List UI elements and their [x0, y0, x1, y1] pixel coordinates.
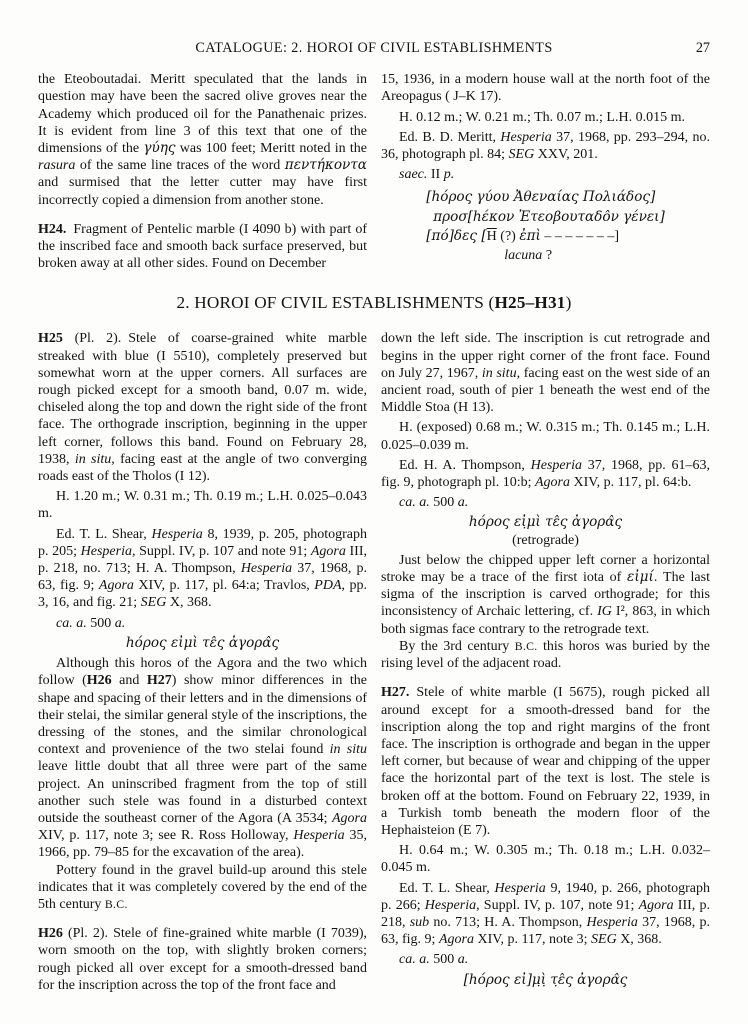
text-segment: 35, 1966, pp. 79–85 for the excavation of the area). — [38, 828, 367, 861]
text-segment: in situ — [74, 451, 112, 467]
left-column-top — [38, 71, 367, 272]
text-segment: Agora — [535, 475, 570, 491]
text-segment: [hόρος γύου Ἀθεναίας Πολιάδος] — [426, 189, 656, 206]
entry-h24-bibliography — [381, 129, 710, 163]
entry-h26-date — [381, 494, 710, 511]
text-segment: 500 — [86, 615, 115, 631]
inscription-lacuna-note — [426, 247, 665, 266]
text-segment: ) show minor differences in the shape and spacing of their letters and in the dimensions of their stelai, the similar general style of the inscriptions, the dressing of the stones, and the similar chronological context and provenience of the two stelai found — [38, 673, 367, 758]
text-segment: Agora — [638, 897, 674, 913]
entry-h24-continuation — [381, 71, 710, 105]
text-segment: ca. a. — [399, 952, 430, 968]
entry-h26-inscription — [381, 514, 710, 531]
entry-h27-bibliography — [381, 880, 710, 949]
text-segment: 2. HOROI OF CIVIL ESTABLISHMENTS ( — [176, 293, 495, 313]
running-header-title: CATALOGUE: 2. HOROI OF CIVIL ESTABLISHMENTS — [195, 40, 553, 56]
text-segment: By the 3rd century — [399, 638, 515, 654]
text-segment: εἰμί — [627, 569, 654, 586]
text-segment: 500 — [429, 952, 458, 968]
entry-h26-commentary-1 — [381, 552, 710, 638]
text-segment: this horos was buried by the rising level of the adjacent road. — [381, 638, 710, 672]
page-number: 27 — [695, 40, 710, 56]
main-section — [38, 330, 710, 994]
text-segment: 8, 1939, p. 205, photograph p. 205; — [38, 526, 368, 559]
text-segment: Hesperia — [500, 129, 552, 145]
entry-h27-inscription — [381, 972, 710, 989]
entry-h24-inscription — [426, 188, 665, 265]
text-segment: a. — [457, 952, 469, 968]
text-segment: . The last sigma of the inscription is carved orthograde; for this inconsistency of Archaic lettering, cf. — [381, 570, 710, 620]
entry-h26-inscription-note — [381, 532, 710, 549]
text-segment: Agora — [332, 810, 367, 826]
text-segment: Hesperia — [240, 561, 293, 577]
text-segment: III, p. 218, — [381, 897, 710, 930]
text-segment: Just below the chipped upper left corner a horizontal stroke may be a trace of the first iota of — [381, 552, 710, 586]
text-segment: [πό]δες [ — [426, 228, 487, 245]
left-column-main — [38, 330, 367, 994]
entry-h26-bibliography — [381, 457, 710, 491]
text-segment: , Suppl. IV, p. 107, note 91; — [476, 897, 639, 913]
text-segment: , facing east at the angle of two converging roads east of the Tholos (I 12). — [38, 451, 367, 485]
text-segment: 9, 1940, p. 266, photograph p. 266; — [381, 880, 711, 913]
text-segment: H26 — [86, 673, 112, 689]
text-segment: Hesperia — [151, 526, 203, 542]
text-segment: προσ[hέκον Ἐτεοβουταδο̂ν γένει] — [433, 208, 665, 225]
text-segment: ca. a. — [399, 495, 430, 511]
entry-h27-date — [381, 951, 710, 968]
text-segment: – – – – – – –] — [540, 229, 620, 245]
text-segment: III, p. 218, no. 713; H. A. Thompson, — [38, 543, 367, 577]
text-segment: 37, 1968, pp. 293–294, no. 36, photograph pl. 84; — [381, 129, 710, 163]
entry-h24-description — [38, 221, 367, 273]
paragraph-eteoboutadai — [38, 71, 367, 209]
text-segment: , facing east on the west side of an ancient road, south of pier 1 beneath the west end of the Middle Stoa (H 13). — [381, 365, 710, 416]
text-segment: a. — [114, 615, 126, 631]
entry-h27-description — [381, 684, 710, 839]
text-segment: X, 368. — [166, 595, 212, 611]
text-segment: ? — [542, 247, 553, 263]
text-segment: in situ — [329, 742, 367, 758]
entry-h25-measurements — [38, 488, 367, 522]
inscription-line-3 — [426, 227, 665, 247]
text-segment: ) — [565, 293, 572, 313]
text-segment: Ed. B. D. Meritt, — [399, 129, 501, 145]
text-segment: ca. a. — [56, 615, 87, 631]
entry-h24-measurements — [381, 109, 710, 126]
text-segment: H27. — [381, 685, 410, 701]
text-segment: rasura — [38, 158, 76, 174]
text-segment: no. 713; H. A. Thompson, — [429, 914, 587, 930]
entry-h25-commentary-1 — [38, 655, 367, 861]
text-segment: (Pl. 2). Stele of coarse-grained white marble streaked with blue (I 5510), completely preserved but somewhat worn at the upper corners. All surfaces are rough picked except for a smooth band, 0.07 m. wide, chiseled along the top and down the right side of the front face. The orthograde inscription, beginning in the upper left corner, follows this band. Found on February 28, 1938, — [38, 331, 367, 467]
text-segment: XIV, p. 117, note 3; — [473, 932, 592, 948]
text-segment: H. 1.20 m.; W. 0.31 m.; Th. 0.19 m.; L.H. 0.025–0.043 m. — [38, 489, 367, 522]
top-section — [38, 71, 710, 272]
text-segment: H25–H31 — [494, 293, 566, 313]
text-segment: Hesperia — [494, 880, 546, 896]
text-segment: down the left side. The inscription is cut retrograde and begins in the upper right corner of the front face. Found on July 27, 1967, — [381, 331, 710, 381]
entry-h26-description — [38, 925, 367, 994]
text-segment: XXV, 201. — [534, 147, 598, 163]
text-segment: 15, 1936, in a modern house wall at the north foot of the Areopagus ( J–K 17). — [381, 72, 710, 105]
text-segment: Ed. T. L. Shear, — [56, 526, 152, 542]
entry-h26-commentary-2 — [381, 638, 710, 672]
text-segment: Hesperia — [586, 914, 638, 930]
text-segment: γύης — [143, 140, 176, 157]
text-segment: 37, 1968, pp. 61–63, fig. 9, photograph pl. 10:b; — [381, 457, 710, 491]
text-segment: SEG — [508, 147, 535, 163]
entry-h26-continuation — [381, 330, 710, 416]
section-heading — [38, 292, 710, 314]
text-segment: Hesperia — [293, 828, 345, 844]
text-segment: hόρος εἰμὶ τε̂ς ἀγορα̂ς — [125, 634, 280, 651]
text-segment: , Suppl. IV, p. 107 and note 91; — [131, 543, 311, 559]
text-segment: Agora — [98, 578, 134, 594]
text-segment: Hesperia — [80, 543, 132, 559]
text-segment: hόρος εἰ̣μὶ τε̂ς ἀγορα̂ς — [468, 514, 623, 531]
text-segment: of the same line traces of the word — [75, 158, 285, 174]
text-segment: II — [427, 167, 444, 183]
text-segment: a. — [457, 495, 469, 511]
entry-h25-commentary-2 — [38, 862, 367, 914]
text-segment: SEG — [140, 595, 167, 611]
text-segment: (?) — [496, 229, 520, 245]
entry-h25-date — [38, 615, 367, 632]
text-segment: [hόρος εἰ]μ̣ὶ̣ τ̣ε̂ς ἀγορα̂ς — [463, 971, 628, 988]
text-segment: , pp. 3, 16, and fig. 21; — [38, 578, 367, 611]
text-segment: H. (exposed) 0.68 m.; W. 0.315 m.; Th. 0.145 m.; L.H. 0.025–0.039 m. — [381, 420, 710, 453]
text-segment: (Pl. 2). Stele of fine-grained white marble (I 7039), worn smooth on the top, with slightly broken corners; rough picked all over except for a smooth-dressed band for the inscription across the top of the front face and — [38, 926, 367, 993]
inscription-line-2 — [426, 208, 665, 228]
text-segment: 500 — [429, 495, 458, 511]
entry-h26-measurements — [381, 419, 710, 453]
text-segment: H24. — [38, 221, 67, 237]
right-column-top — [381, 71, 710, 272]
text-segment: H25 — [38, 331, 63, 347]
text-segment: was 100 feet; Meritt noted in the — [175, 141, 368, 157]
text-segment: $\overline{H}$ — [486, 229, 497, 245]
entry-h25-bibliography — [38, 526, 367, 612]
text-segment: the Eteoboutadai. Meritt speculated that the lands in question may have been the sacred olive groves near the Academy which produced oil for the Panathenaic prizes. It is evident from line 3 of this text that one of the dimensions of the — [38, 72, 367, 157]
text-segment: H. 0.12 m.; W. 0.21 m.; Th. 0.07 m.; L.H. 0.015 m. — [399, 109, 685, 125]
text-segment: saec. — [399, 167, 428, 183]
inscription-line-1 — [426, 188, 665, 208]
text-segment: B.C. — [104, 896, 128, 911]
text-segment: (retrograde) — [512, 532, 579, 548]
text-segment: lacuna — [504, 247, 543, 263]
entry-h25-inscription — [38, 635, 367, 652]
text-segment: Agora — [438, 932, 474, 948]
text-segment: XIV, p. 117, note 3; see R. Ross Holloway, — [38, 828, 294, 844]
text-segment: πεντήκοντα — [284, 157, 367, 174]
text-segment: ἐπὶ — [519, 228, 541, 245]
entry-h27-measurements — [381, 842, 710, 876]
text-segment: Agora — [310, 543, 346, 559]
entry-h25-description — [38, 330, 367, 485]
text-segment: and — [111, 673, 147, 689]
text-segment: XIV, p. 117, pl. 64:a; Travlos, — [133, 578, 315, 594]
text-segment: sub — [409, 914, 430, 930]
text-segment: Although this horos of the Agora and the two which follow ( — [38, 656, 367, 689]
text-segment: Ed. H. A. Thompson, — [399, 457, 531, 473]
text-segment: p. — [443, 167, 455, 183]
text-segment: I², 863, in which both sigmas face contrary to the retrograde text. — [381, 604, 710, 637]
text-segment: X, 368. — [616, 932, 662, 948]
text-segment: 37, 1968, p. 63, fig. 9; — [38, 561, 367, 594]
text-segment: PDA — [314, 578, 342, 594]
text-segment: XIV, p. 117, pl. 64:b. — [570, 475, 692, 491]
text-segment: Pottery found in the gravel build-up around this stele indicates that it was completely covered by the end of the 5th century — [38, 862, 367, 912]
text-segment: Hesperia — [424, 897, 477, 913]
text-segment: Hesperia — [530, 457, 582, 473]
text-segment: Fragment of Pentelic marble (I 4090 b) with part of the inscribed face and smooth back surface preserved, but broken away at all other sides. Found on December — [38, 221, 367, 272]
text-segment: SEG — [591, 932, 617, 948]
entry-h24-date — [381, 166, 710, 183]
text-segment: Ed. T. L. Shear, — [399, 880, 495, 896]
text-segment: 37, 1968, p. 63, fig. 9; — [381, 914, 711, 948]
running-header — [38, 40, 710, 57]
text-segment: B.C. — [514, 638, 538, 653]
text-segment: H. 0.64 m.; W. 0.305 m.; Th. 0.18 m.; L.H. 0.032–0.045 m. — [381, 843, 710, 876]
text-segment: IG — [597, 604, 612, 620]
text-segment: H27 — [146, 673, 172, 689]
text-segment: H26 — [38, 926, 63, 942]
text-segment: Stele of white marble (I 5675), rough picked all around except for a smooth-dressed band for the inscription along the top and right margins of the front face. The inscription is orthograde and began in the upper left corner, but because of wear and chipping of the upper face the horizontal part of the text is lost. The stele is broken off at the bottom. Found on February 22, 1939, in a Turkish tomb beneath the modern floor of the Hephaisteion (E 7). — [381, 685, 710, 838]
text-segment: in situ — [481, 365, 517, 381]
right-column-main — [381, 330, 710, 994]
text-segment: and surmised that the letter cutter may have first incorrectly copied a dimension from another stone. — [38, 175, 367, 208]
text-segment: leave little doubt that all three were part of the same project. An uninscribed fragment from the top of still another such stele was found in a disturbed context outside the southeast corner of the Agora (A 3534; — [38, 759, 367, 826]
